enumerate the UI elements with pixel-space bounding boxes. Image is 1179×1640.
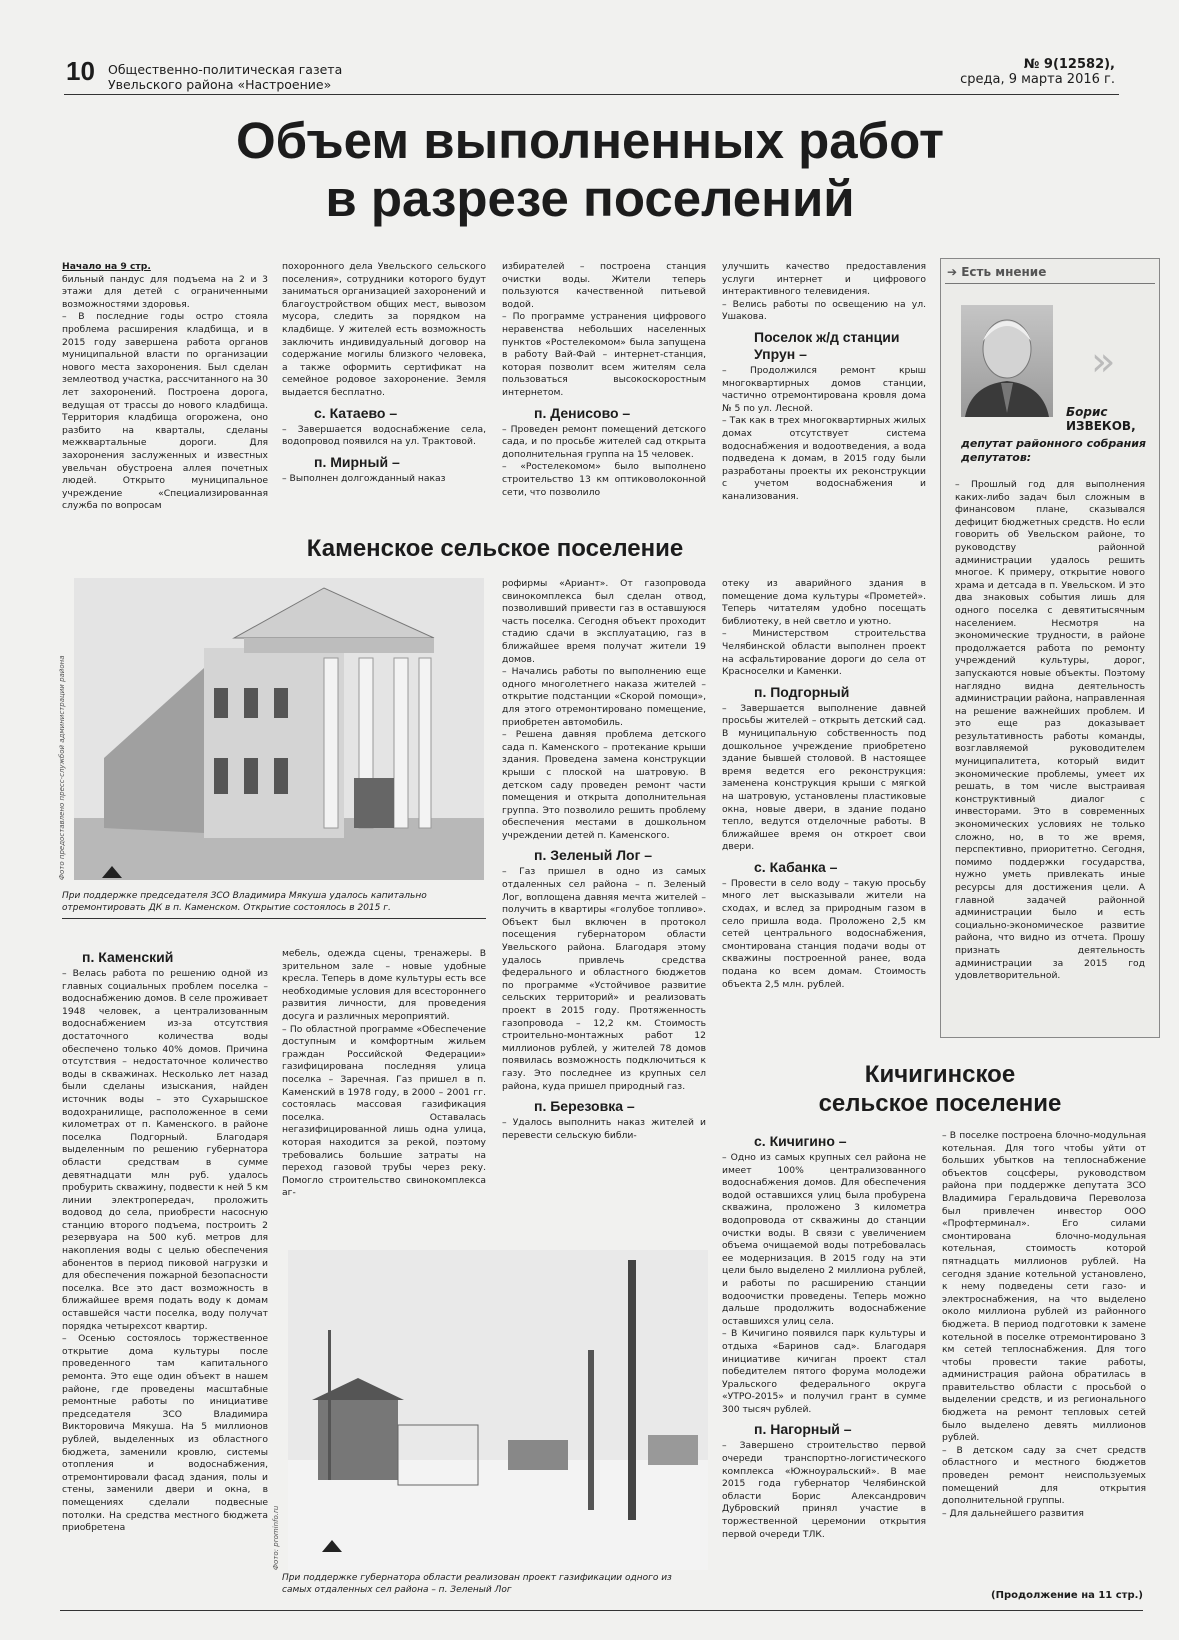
headline-line2: в разрезе поселений — [325, 170, 855, 227]
paragraph: избирателей – построена станция очистки воды. Жители теперь пользуются качественной питьевой водой. — [502, 261, 706, 310]
paragraph: – Осенью состоялось торжественное открытие дома культуры после проведенного там капитального ремонта. Это еще один объект в нашем районе, где проведены масштабные ремонтные работы по инициативе председателя ЗСО Владимира Викторовича Мякуша. На 5 миллионов рублей, выделенных из областного бюджета, заменили кровлю, системы отопления и водоснабжения, отремонтировали фасад здания, полы и стены, заменили двери и окна, в помещениях сделали подвесные потолки. На средства местного бюджета приобретена — [62, 1333, 268, 1534]
subhead-kichigino: с. Кичигино – — [754, 1133, 847, 1149]
issue-info — [960, 57, 1115, 87]
paragraph: – Велась работа по решению одной из главных социальных проблем поселка – водоснабжению домов. В селе проживает 1948 человек, а централизованным водоснабжением из-за отсутствия достаточного количества воды обеспечено только 40% домов. Причина отсутствия – недостаточное количество воды в скважинах. Несколько лет назад были сделаны изыскания, найден источник воды – это Сухарышское водохранилище, расположенное в семи километрах от п. Каменского. в районе поселка Подгорный. Благодаря выделенным по решению губернатора области средствам в сумме девятнадцати млн руб. удалось пробурить скважину, подвести к ней 5 км линии электропередач, проложить водовод до села, приобрести насосную станцию второго подъема, построить 2 резервуара на 500 куб. метров для накопления воды с целью обеспечения абонентов в период пиковой нагрузки и для обеспечения пожарной безопасности поселка. Все это даст возможность в ближайшее время подать воду к домам оставшейся части поселка, воду получат порядка четырехсот квартир. — [62, 968, 268, 1332]
photo-marker-icon — [102, 866, 122, 878]
paragraph: – Велись работы по освещению на ул. Ушакова. — [722, 298, 926, 323]
paper-title-line2: Увельского района «Настроение» — [108, 77, 332, 92]
top-col-3 — [502, 261, 706, 499]
paragraph: рофирмы «Ариант». От газопровода свинокомплекса был сделан отвод, позволивший привести газ в оставшуюся часть поселка. Сегодня объект проходит стадию сдачи в эксплуатацию, газ в ближайшее время получат жители 19 домов. — [502, 578, 706, 665]
paragraph: – В поселке построена блочно-модульная котельная. Для того чтобы уйти от больших убытков на теплоснабжение объектов соцсферы, руководством района при поддержке депутата ЗСО Владимира Геральдовича Переволоза был привлечен инвестор ООО «Профтерминал». Его силами смонтирована блочно-модульная котельная, стоимость которой пятнадцать миллионов рублей. На сегодня здание котельной установлено, к нему подведены сети газо- и электроснабжения, на что выделено около миллиона рублей из районного бюджета. В период подготовки к замене котельной в поселке отремонтировано 3 км сетей теплоснабжения. Для того чтобы провести такие работы, администрация района обратилась в правительство области с просьбой о выделении средств, и из регионального бюджета на ремонт тепловых сетей было выделено девять миллионов рублей. — [942, 1130, 1146, 1444]
subhead-podgorny: п. Подгорный — [754, 683, 850, 700]
opinion-tag — [947, 265, 1046, 279]
top-col-4 — [722, 261, 926, 504]
page-number: 10 — [66, 56, 95, 86]
subhead-nagorny: п. Нагорный – — [754, 1421, 852, 1438]
arrow-icon: ➔ — [947, 265, 962, 279]
issue-date: среда, 9 марта 2016 г. — [960, 72, 1115, 87]
quote-chevrons-icon: » — [1091, 339, 1116, 385]
paragraph: – Газ пришел в одно из самых отдаленных сел района – п. Зеленый Лог, воплощена давняя мечта жителей – получить в квартиры «голубое топливо». Объект был включен в протокол посещения губернатором области Увельского района. Благодаря этому удалось привлечь средства федерального и областного бюджетов по программе «Устойчивое развитие сельских территорий» и реализовать проект в 2015 году. Протяженность газопровода – 12,2 км. Стоимость строительно-монтажных работ 12 миллионов рублей, у жителей 78 домов появилась возможность подключиться к газу. Это последнее из крупных сел района, куда пришел природный газ. — [502, 866, 706, 1092]
paragraph: – Удалось выполнить наказ жителей и перевести сельскую библи- — [502, 1117, 706, 1141]
photo-gas-station — [288, 1250, 708, 1570]
kam-mid-col — [502, 578, 706, 1142]
opinion-text: – Прошлый год для выполнения каких-либо задач был сложным в финансовом плане, сказывался дефицит бюджетных средств. Но если говорить об Увельском районе, то руководству районной администрации удалось решить многое. К примеру, открытие нового храма и детсада в п. Увельском. И это два знаковых события лишь для одного поселка с девятитысячным населением. Несмотря на экономические трудности, в районе продолжается работа по ремонту учреждений культуры, дорог, запускаются новые объекты. Поэтому наглядно видна деятельность администрации района, направленная на решение важнейших проблем. И это еще раз доказывает результативность работы команды, возглавляемой руководителем муниципалитета, который видит экономические проблемы, умеет их решать, в том числе выстраивая конструктивный диалог с инвесторами. Это в современных экономических условиях не только сложно, но, в то же время, перспективно, приоритетно. Сегодня, помимо поддержки государства, нужно уметь привлекать иные ресурсы для достижения цели. А главной задачей районной администрации было и есть социально-экономическое развитие района, что видно из отчета. Прошу признать деятельность администрации за 2015 год удовлетворительной. — [955, 479, 1145, 982]
kam-left-col — [62, 944, 268, 1535]
continued-from[interactable]: Начало на 9 стр. — [62, 261, 151, 272]
paragraph: – Провести в село воду – такую просьбу много лет высказывали жители на сходах, и вслед за природным газом в село пришла вода. Проложено 2,5 км сетей центрального водоснабжения, смонтирована станция подачи воды от скважины построенной ранее, вода подана ко всем домам. Стоимость объекта 2,5 млн. рублей. — [722, 877, 926, 990]
paragraph: – В последние годы остро стояла проблема расширения кладбища, и в 2015 году завершена работа органов муниципальной власти по организации нового места захоронения. Был сделан землеотвод участка, рассчитанного на 30 лет захоронений. Построена дорога, ведущая от трассы до нового кладбища. Территория кладбища огорожена, оно разбито на кварталы, сделаны межквартальные дороги. Для захоронения заслуженных и известных увельчан обустроена аллея почетных людей. Открыто муниципальное учреждение «Специализированная служба по вопросам — [62, 311, 268, 512]
paragraph: похоронного дела Увельского сельского поселения», сотрудники которого будут заниматься организацией захоронений и благоустройством общих мест, вывозом мусора, следить за порядком на кладбище. У жителей есть возможность заключить индивидуальный договор на содержание могилы близкого человека, а также оформить сертификат на семейное родовое захоронение. Земля выдается бесплатно. — [282, 261, 486, 398]
top-col-2 — [282, 261, 486, 485]
paragraph: – В Кичигино появился парк культуры и отдыха «Баринов сад». Благодаря инициативе кичиган проект стал победителем пятого форума молодежи Уральского федерального округа «УТРО-2015» и получил грант в сумме 300 тысяч рублей. — [722, 1328, 926, 1415]
opinion-rule — [945, 283, 1155, 284]
subhead-upryn: Поселок ж/д станции Упрун – — [754, 328, 900, 362]
photo-credit: Фото предоставлено пресс-службой администрации района — [58, 655, 66, 880]
paragraph: мебель, одежда сцены, тренажеры. В зрительном зале – новые удобные кресла. Теперь в доме культуры есть все необходимые условия для всестороннего развития личности, для проведения досуга и различных мероприятий. — [282, 948, 486, 1022]
headline — [60, 112, 1120, 228]
header-rule — [64, 94, 1119, 95]
subhead-denisovo: п. Денисово – — [534, 404, 631, 421]
paragraph: – Завершается водоснабжение села, водопровод появился на ул. Трактовой. — [282, 423, 486, 448]
subhead-kataevo: с. Катаево – — [314, 404, 398, 421]
paragraph: – Для дальнейшего развития — [942, 1507, 1084, 1519]
paragraph: – Выполнен долгожданный наказ — [282, 472, 446, 484]
subhead-zeleny-log: п. Зеленый Лог – — [534, 847, 653, 864]
paragraph: – Проведен ремонт помещений детского сада, и по просьбе жителей сад открыта дополнительная группа на 15 человек. — [502, 423, 706, 460]
paragraph: улучшить качество предоставления услуги интернет и цифрового интерактивного телевидения. — [722, 261, 926, 298]
author-name — [1066, 405, 1136, 433]
caption-rule — [62, 918, 486, 919]
paragraph: – Одно из самых крупных сел района не имеет 100% централизованного водоснабжения домов. Для обеспечения водой оставшихся улиц была пробурена скважина, проложено 3 километра водопровода от скважины до станции очистки воды. В связи с увеличением объема очищаемой воды потребовалась ее модернизация. В 2015 году на эти цели было выделено 2 миллиона рублей, и работы по расширению станции водоочистки проведены. Теперь можно дальше продолжить водоснабжение оставшихся улиц села. — [722, 1152, 926, 1327]
paragraph: – Решена давняя проблема детского сада п. Каменского – протекание крыши здания. Проведена замена конструкции крыши с плоской на шатровую. В детском саду проведен ремонт части помещения и открыта дополнительная группа. Это позволило решить проблему обеспечения местами в дошкольном учреждении детей п. Каменского. — [502, 729, 706, 841]
continued-note[interactable]: (Продолжение на 11 стр.) — [991, 1590, 1143, 1601]
paper-title — [108, 62, 342, 92]
author-portrait — [961, 305, 1053, 417]
paragraph: – По областной программе «Обеспечение доступным и комфортным жильем граждан Российской Федерации» газифицирована последняя улица поселка – Заречная. Газ пришел в п. Каменский в 1978 году, в 2000 – 2001 гг. состоялась массовая газификация поселка. Оставалась негазифицированной лишь одна улица, которая находится за рекой, поэтому требовались большие затраты на переход газовой трубы через реку. Помогло строительство свинокомплекса аг- — [282, 1023, 486, 1199]
paragraph: – По программе устранения цифрового неравенства небольших населенных пунктов «Ростелекомом» была запущена в работу Вай-Фай – интернет-станция, которая позволит всем жителям села пользоваться высокоскоростным интернетом. — [502, 311, 706, 398]
paragraph: – Завершено строительство первой очереди транспортно-логистического комплекса «Южноуральский». В мае 2015 года губернатор Челябинской области Борис Александрович Дубровский принял участие в торжественной церемонии открытия первой очереди ТЛК. — [722, 1440, 926, 1540]
author-position: депутат районного собрания депутатов: — [961, 437, 1146, 464]
paragraph: – Так как в трех многоквартирных жилых домах отсутствует система водоснабжения и водоотведения, а вода подведена к домам, в 2015 году были разработаны проекты их реконструкции с учетом водоснабжения и канализования. — [722, 415, 926, 502]
kam-right-col — [722, 578, 926, 991]
subhead-kabanka: с. Кабанка – — [754, 858, 838, 875]
kam-col-2 — [282, 948, 486, 1200]
subhead-berezovka: п. Березовка – — [534, 1098, 635, 1115]
photo2-caption: При поддержке губернатора области реализован проект газификации одного из самых отдаленных сел района – п. Зеленый Лог — [282, 1573, 672, 1595]
subhead-mirny: п. Мирный – — [314, 453, 400, 470]
issue-number: № 9(12582), — [1023, 57, 1115, 72]
portrait-icon — [961, 305, 1053, 417]
section-title-kamenskoe: Каменское сельское поселение — [306, 535, 684, 562]
kich-col-2 — [942, 1130, 1146, 1520]
paragraph: – «Ростелекомом» было выполнено строительство 13 км оптиковолоконной сети, что позволило — [502, 461, 706, 498]
building-illustration — [74, 578, 484, 880]
kich-col-1 — [722, 1128, 926, 1541]
author-last-name: ИЗВЕКОВ, — [1066, 419, 1136, 433]
footer-rule — [60, 1610, 1143, 1611]
subhead-kamensky: п. Каменский — [82, 949, 174, 965]
paragraph: – Министерством строительства Челябинской области выполнен проект на асфальтирование дороги до села от Красноселки и Каменки. — [722, 628, 926, 678]
opinion-box — [940, 258, 1160, 1038]
author-first-name: Борис — [1066, 405, 1108, 419]
paragraph: – В детском саду за счет средств областного и местного бюджетов проведен ремонт неиспользуемых помещений для открытия дополнительной группы. — [942, 1444, 1146, 1507]
section-title-line2: сельское поселение — [818, 1090, 1062, 1117]
photo-culture-house — [74, 578, 484, 880]
village-illustration — [288, 1250, 708, 1570]
paper-title-line1: Общественно-политическая газета — [108, 62, 343, 77]
paragraph: – Продолжился ремонт крыш многоквартирных домов станции, частично отремонтирована кровля дома № 5 по ул. Лесной. — [722, 364, 926, 414]
paragraph: отеку из аварийного здания в помещение дома культуры «Прометей». Теперь читателям удобно посещать библиотеку, в ней светло и уютно. — [722, 578, 926, 627]
headline-line1: Объем выполненных работ — [236, 112, 944, 169]
top-col-1 — [62, 261, 268, 513]
photo-marker-icon — [322, 1540, 342, 1552]
section-title-kichiginskoe — [722, 1060, 1158, 1118]
paragraph: бильный пандус для подъема на 2 и 3 этажи для детей с ограниченными возможностями здоровья. — [62, 273, 268, 310]
section-title-line1: Кичигинское — [864, 1061, 1016, 1088]
opinion-tag-label: Есть мнение — [961, 265, 1047, 279]
paragraph: – Завершается выполнение давней просьбы жителей – открыть детский сад. В муниципальную собственность под дошкольное учреждение приобретено здание бывшей столовой. В настоящее время ведется его реконструкция: заменена конструкция крыши с мягкой на шатровую, установлены пластиковые окна, новые двери, в здание подано тепло, ведутся отделочные работы. В ближайшее время он откроет свои двери. — [722, 702, 926, 853]
photo2-credit: Фото: prominfo.ru — [272, 1505, 280, 1570]
paragraph: – Начались работы по выполнению еще одного многолетнего наказа жителей – открытие подстанции «Скорой помощи», для этого отремонтировано помещение, приобретен автомобиль. — [502, 666, 706, 728]
photo-caption: При поддержке председателя ЗСО Владимира Мякуша удалось капитально отремонтировать ДК в п. Каменском. Открытие состоялось в 2015 г. — [62, 891, 427, 913]
